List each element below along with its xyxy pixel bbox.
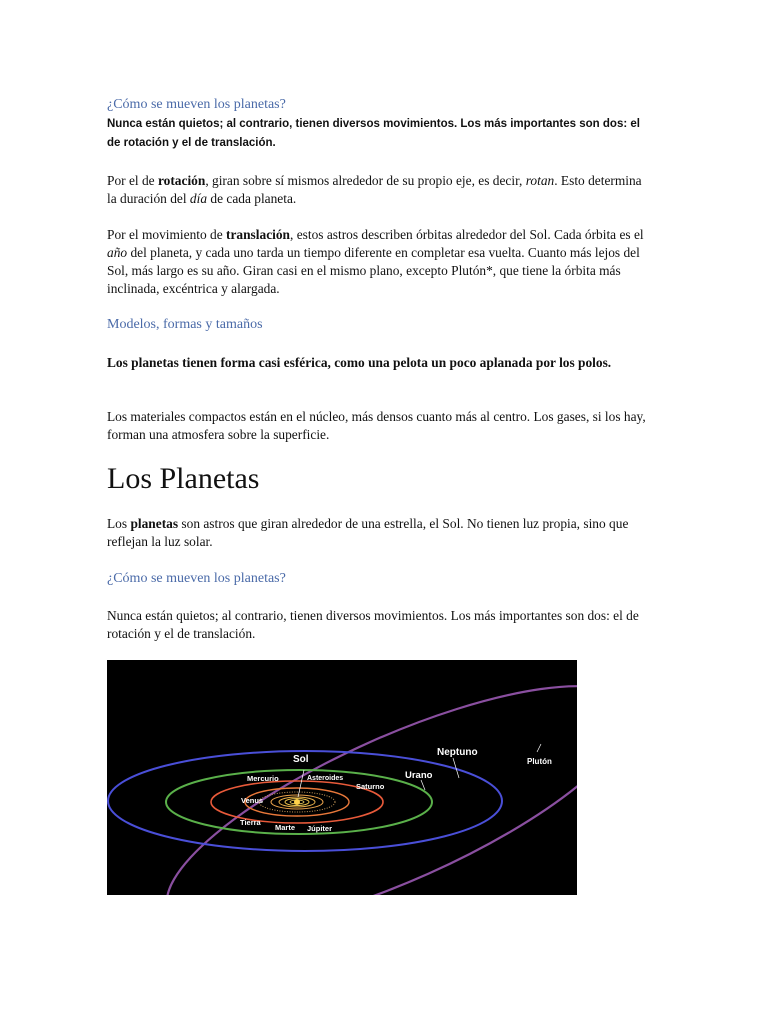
solar-system-diagram (107, 660, 577, 895)
label-sol: Sol (293, 754, 309, 765)
label-tierra: Tierra (240, 818, 261, 827)
label-saturno: Saturno (356, 782, 385, 791)
rotation-text-2: , giran sobre sí mismos alrededor de su propio eje, es decir, (205, 173, 526, 188)
label-marte: Marte (275, 823, 296, 832)
label-mercurio: Mercurio (247, 774, 279, 783)
rotation-text-3: . Esto determina la duración del (107, 173, 642, 206)
planets-term: planetas (130, 516, 179, 531)
solar-system-svg (107, 660, 577, 895)
rotation-text-1: Por el de (107, 173, 158, 188)
translation-term: translación (226, 227, 290, 242)
label-urano: Urano (405, 770, 433, 781)
planets-definition-paragraph (107, 515, 652, 551)
label-neptuno: Neptuno (437, 747, 478, 758)
label-pluton: Plutón (527, 757, 552, 766)
shape-bold-paragraph: Los planetas tienen forma casi esférica, como una pelota un poco aplanada por los polos. (107, 355, 612, 370)
translation-text-3: del planeta, y cada uno tarda un tiempo diferente en completar esa vuelta. Cuanto más lejos del Sol, más largo es su año. Giran casi en el mismo plano, excepto Plutón*, que tiene la órbita más inclinada, excéntrica y alargada. (107, 245, 640, 296)
translation-text-1: Por el movimiento de (107, 227, 227, 242)
label-venus: Venus (241, 796, 264, 805)
label-jupiter: Júpiter (307, 824, 333, 833)
intro-bold-paragraph: Nunca están quietos; al contrario, tienen diversos movimientos. Los más importantes son dos: el de rotación y el de translación. (107, 118, 640, 149)
heading-how-planets-move: ¿Cómo se mueven los planetas? (107, 97, 286, 112)
dia-term: día (189, 191, 208, 206)
movements-paragraph: Nunca están quietos; al contrario, tienen diversos movimientos. Los más importantes son dos: el de rotación y el de translación. (107, 608, 639, 641)
page-title: Los Planetas (107, 462, 260, 495)
planets-text-2: son astros que giran alrededor de una estrella, el Sol. No tienen luz propia, sino que reflejan la luz solar. (107, 516, 629, 549)
rotation-text-4: de cada planeta. (207, 191, 297, 206)
planets-text-1: Los (107, 516, 131, 531)
materials-paragraph: Los materiales compactos están en el núcleo, más densos cuanto más al centro. Los gases, si los hay, forman una atmosfera sobre la superficie. (107, 409, 646, 442)
label-asteroides: Asteroides (307, 775, 344, 782)
rotation-term: rotación (157, 173, 206, 188)
rotation-paragraph (107, 172, 652, 208)
heading-how-planets-move-2: ¿Cómo se mueven los planetas? (107, 571, 286, 586)
sun (294, 799, 300, 805)
rotan-term: rotan (525, 173, 555, 188)
heading-models-shapes: Modelos, formas y tamaños (107, 317, 263, 332)
ano-term: año (107, 245, 128, 260)
translation-paragraph (107, 226, 652, 298)
translation-text-2: , estos astros describen órbitas alrededor del Sol. Cada órbita es el (290, 227, 644, 242)
